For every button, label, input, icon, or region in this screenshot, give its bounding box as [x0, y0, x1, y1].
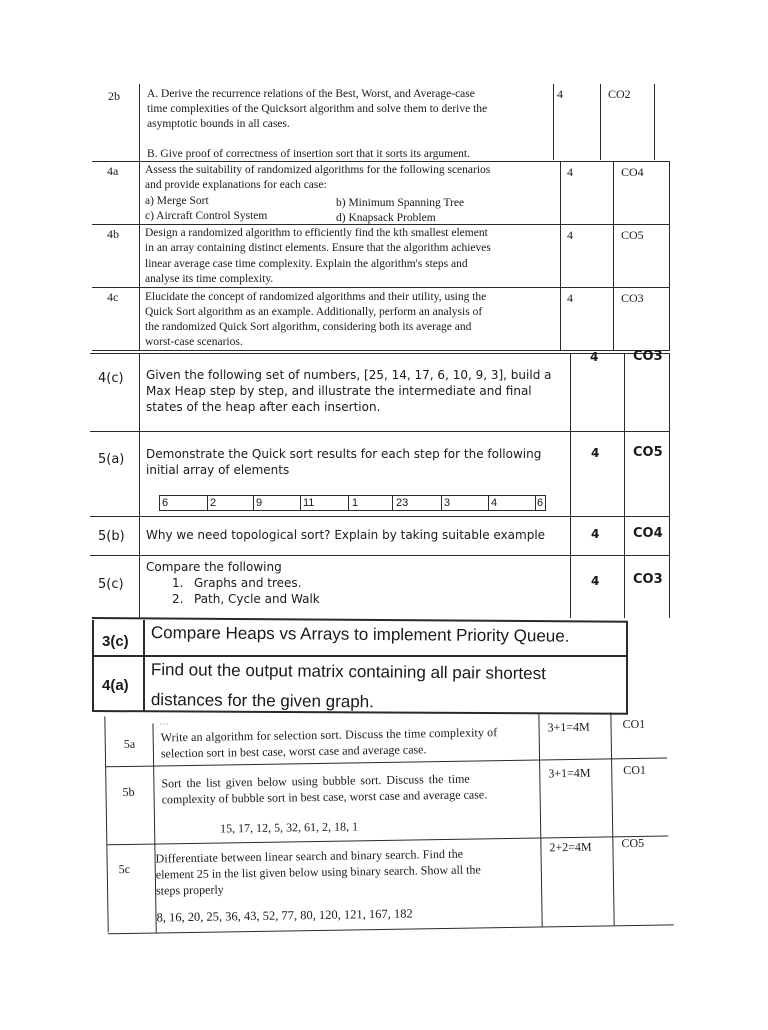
question-text: the randomized Quick Sort algorithm, considering both its average and — [145, 321, 472, 333]
marks: 4 — [557, 87, 563, 101]
marks: 4 — [567, 291, 573, 305]
question-text: linear average case time complexity. Explain the algorithm's steps and — [145, 258, 468, 270]
question-text: B. Give proof of correctness of insertion sort that it sorts its argument. — [147, 148, 471, 160]
course-outcome: CO1 — [623, 762, 647, 778]
question-number: 5(a) — [98, 452, 125, 467]
question-text: and provide explanations for each case: — [145, 179, 327, 191]
question-text: Demonstrate the Quick sort results for each step for the following — [146, 447, 542, 461]
question-text: Assess the suitability of randomized algorithms for the following scenarios — [145, 164, 491, 176]
number-list: 8, 16, 20, 25, 36, 43, 52, 77, 80, 120, 121, 167, 182 — [156, 906, 413, 925]
course-outcome: CO4 — [633, 526, 663, 541]
question-text: asymptotic bounds in all cases. — [147, 118, 290, 130]
array-cell: 2 — [210, 497, 217, 509]
question-number: 5(b) — [98, 529, 125, 544]
question-text: states of the heap after each insertion. — [146, 400, 381, 414]
question-number: 5b — [122, 784, 135, 800]
question-text: worst-case scenarios. — [145, 336, 243, 348]
question-text: Sort the list given below using bubble sort. Discuss the time — [161, 771, 470, 791]
course-outcome: CO1 — [622, 716, 646, 732]
marks: 4 — [567, 165, 573, 179]
question-text: analyse its time complexity. — [145, 273, 274, 285]
question-number: 2b — [108, 89, 120, 103]
question-text: Design a randomized algorithm to efficiently find the kth smallest element — [145, 227, 488, 239]
question-text: b) Minimum Spanning Tree — [336, 197, 465, 209]
number-list: 15, 17, 12, 5, 32, 61, 2, 18, 1 — [220, 819, 359, 836]
list-number: 1. — [172, 576, 184, 590]
list-number: 2. — [172, 592, 184, 606]
course-outcome: CO3 — [621, 291, 644, 305]
question-text: Given the following set of numbers, [25, 14, 17, 6, 10, 9, 3], build a — [146, 368, 552, 382]
question-text: Differentiate between linear search and binary search. Find the — [155, 846, 464, 866]
question-number: 5(c) — [98, 577, 124, 592]
question-text: selection sort in best case, worst case and average case. — [160, 742, 427, 761]
array-cell: 6 — [537, 497, 544, 509]
question-text: initial array of elements — [146, 463, 290, 477]
array-cell: 4 — [491, 497, 498, 509]
marks: 4 — [591, 527, 600, 541]
question-text: d) Knapsack Problem — [336, 212, 436, 224]
question-text: Max Heap step by step, and illustrate the intermediate and final — [146, 384, 532, 398]
course-outcome: CO5 — [621, 835, 645, 851]
marks: 3+1=4M — [547, 719, 590, 735]
question-number: 4c — [107, 290, 119, 304]
question-text: Compare the following — [146, 560, 282, 574]
marks: 3+1=4M — [548, 765, 591, 781]
course-outcome: CO5 — [621, 228, 644, 242]
question-text: Write an algorithm for selection sort. Discuss the time complexity of — [160, 725, 498, 745]
question-text: Path, Cycle and Walk — [194, 592, 320, 606]
question-number: 3(c) — [102, 633, 129, 650]
array-cell: 9 — [256, 497, 263, 509]
question-text: Find out the output matrix containing all pair shortest — [150, 660, 546, 684]
question-text: A. Derive the recurrence relations of the Best, Worst, and Average-case — [147, 88, 475, 100]
question-text: complexity of bubble sort in best case, worst case and average case. — [161, 787, 488, 807]
course-outcome: CO4 — [621, 165, 644, 179]
question-text: distances for the given graph. — [150, 690, 375, 712]
array-cell: 3 — [444, 497, 451, 509]
array-cell: 6 — [162, 497, 169, 509]
question-text: in an array containing distinct elements. Ensure that the algorithm achieves — [145, 242, 491, 254]
question-text: Elucidate the concept of randomized algorithms and their utility, using the — [145, 291, 487, 303]
marks: 4 — [591, 574, 600, 588]
question-number: 4a — [107, 164, 119, 178]
question-text: Quick Sort algorithm as an example. Additionally, perform an analysis of — [145, 306, 483, 318]
question-text: c) Aircraft Control System — [145, 210, 268, 222]
question-text: Why we need topological sort? Explain by taking suitable example — [146, 528, 546, 542]
question-text: element 25 in the list given below using binary search. Show all the — [155, 862, 481, 882]
array-cell: 23 — [396, 497, 409, 509]
question-text: steps properly — [155, 882, 224, 898]
question-number: 4(a) — [102, 677, 129, 694]
question-number: 4(c) — [98, 371, 124, 386]
question-number: 5a — [123, 736, 136, 752]
course-outcome: CO3 — [633, 572, 663, 587]
question-text: time complexities of the Quicksort algorithm and solve them to derive the — [147, 103, 488, 115]
course-outcome: CO3 — [633, 349, 663, 364]
course-outcome: CO5 — [633, 445, 663, 460]
question-number: 4b — [107, 227, 119, 241]
array-cell: 11 — [303, 497, 315, 509]
marks: 4 — [591, 446, 600, 460]
array-cell: 1 — [352, 497, 359, 509]
marks: 4 — [590, 350, 599, 364]
question-text: Compare Heaps vs Arrays to implement Priority Queue. — [150, 623, 570, 646]
marks: 2+2=4M — [549, 839, 592, 855]
marks: 4 — [567, 228, 573, 242]
cropped-text-fragment: … — [159, 716, 169, 727]
question-text: Graphs and trees. — [194, 576, 302, 590]
question-text: a) Merge Sort — [145, 195, 209, 207]
course-outcome: CO2 — [608, 87, 631, 101]
question-number: 5c — [118, 861, 131, 877]
